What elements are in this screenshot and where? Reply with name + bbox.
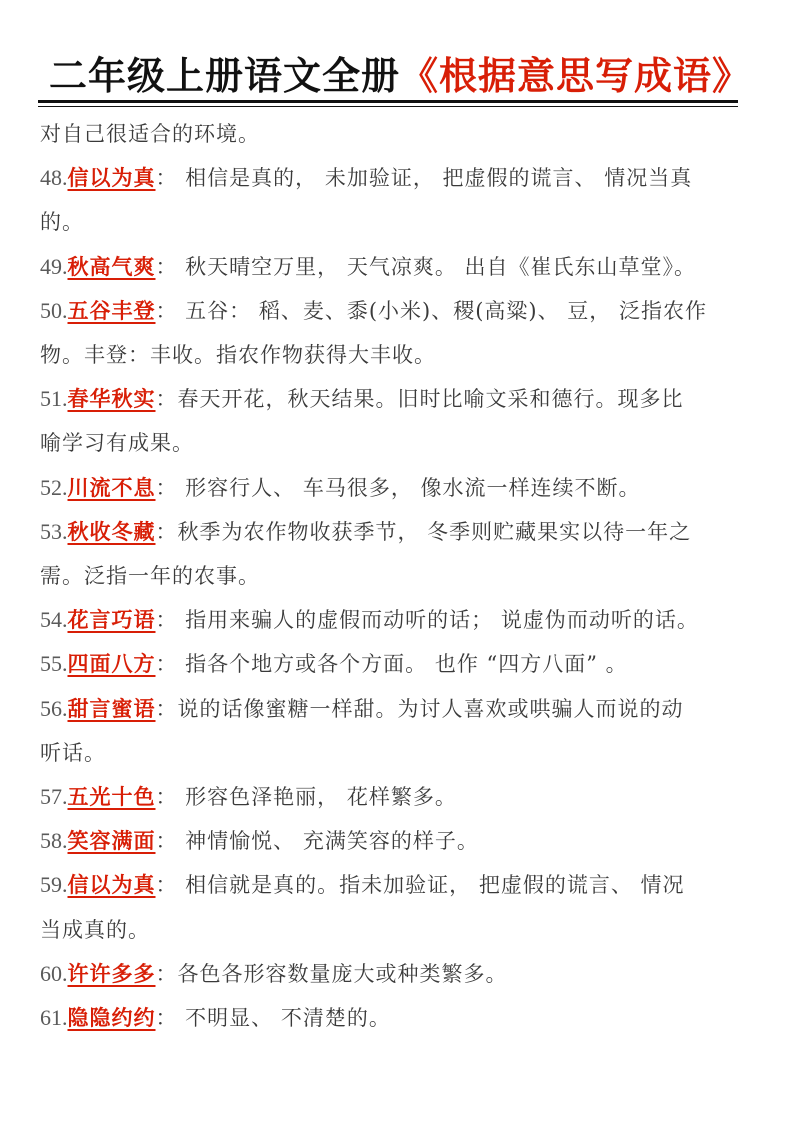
idiom-meaning: ： 神情愉悦、 充满笑容的样子。: [155, 829, 479, 854]
idiom-meaning: 当成真的。: [40, 917, 150, 942]
text-line: [40, 421, 765, 465]
idiom-meaning: ：春天开花，秋天结果。旧时比喻文采和德行。现多比: [155, 387, 684, 412]
idiom-term: 信以为真: [67, 872, 156, 898]
idiom-meaning: ：说的话像蜜糖一样甜。为讨人喜欢或哄骗人而说的动: [155, 696, 684, 721]
text-line: [40, 775, 765, 819]
text-line: [40, 952, 765, 996]
title-rule-thin: [38, 106, 738, 107]
item-number: 48.: [40, 165, 68, 191]
idiom-meaning: 喻学习有成果。: [40, 431, 194, 456]
idiom-meaning: ：秋季为农作物收获季节， 冬季则贮藏果实以待一年之: [155, 519, 692, 544]
item-number: 55.: [40, 651, 68, 677]
text-line: [40, 200, 765, 244]
idiom-meaning: ： 形容行人、 车马很多， 像水流一样连续不断。: [155, 475, 641, 500]
page-title: [0, 52, 800, 100]
text-line: [40, 598, 765, 642]
idiom-meaning: 的。: [40, 210, 84, 235]
idiom-meaning: 物。丰登：丰收。指农作物获得大丰收。: [40, 343, 436, 368]
idiom-term: 五谷丰登: [67, 297, 156, 323]
idiom-meaning: ： 相信是真的， 未加验证， 把虚假的谎言、 情况当真: [155, 166, 693, 191]
idiom-meaning: 听话。: [40, 740, 106, 765]
idiom-meaning: 对自己很适合的环境。: [40, 122, 260, 146]
text-line: [40, 996, 765, 1040]
text-line: [40, 554, 765, 598]
item-number: 57.: [40, 784, 68, 810]
idiom-meaning: ： 不明显、 不清楚的。: [155, 1006, 391, 1031]
text-line: [40, 333, 765, 377]
idiom-term: 秋收冬藏: [67, 518, 156, 544]
idiom-meaning: ： 指用来骗人的虚假而动听的话； 说虚伪而动听的话。: [155, 608, 699, 633]
idiom-meaning: ： 相信就是真的。指未加验证， 把虚假的谎言、 情况: [155, 873, 685, 898]
idiom-meaning: ： 指各个地方或各个方面。 也作 “四方八面” 。: [155, 652, 628, 677]
idiom-term: 秋高气爽: [67, 253, 156, 279]
text-line: [40, 731, 765, 775]
item-number: 49.: [40, 253, 68, 279]
item-number: 59.: [40, 872, 68, 898]
item-number: 61.: [40, 1005, 68, 1031]
title-rule-thick: [38, 100, 738, 103]
idiom-term: 信以为真: [67, 165, 156, 191]
text-line: [40, 819, 765, 863]
idiom-meaning: ： 秋天晴空万里， 天气凉爽。 出自《崔氏东山草堂》。: [155, 254, 697, 279]
item-number: 51.: [40, 386, 68, 412]
item-number: 54.: [40, 607, 68, 633]
item-number: 52.: [40, 474, 68, 500]
item-number: 58.: [40, 828, 68, 854]
text-line: [40, 466, 765, 510]
idiom-term: 四面八方: [67, 651, 156, 677]
idiom-meaning: 需。泛指一年的农事。: [40, 564, 260, 589]
text-line: [40, 245, 765, 289]
idiom-term: 隐隐约约: [67, 1005, 156, 1031]
idiom-term: 五光十色: [67, 784, 156, 810]
text-line: [40, 908, 765, 952]
item-number: 53.: [40, 518, 68, 544]
idiom-term: 笑容满面: [67, 828, 156, 854]
item-number: 56.: [40, 695, 68, 721]
item-number: 60.: [40, 960, 68, 986]
idiom-term: 甜言蜜语: [67, 695, 156, 721]
idiom-meaning: ： 形容色泽艳丽， 花样繁多。: [155, 785, 457, 810]
idiom-term: 川流不息: [67, 474, 156, 500]
text-line: [40, 510, 765, 554]
text-line: [40, 863, 765, 907]
idiom-list: [40, 112, 765, 1040]
idiom-term: 春华秋实: [67, 386, 156, 412]
text-line: [40, 377, 765, 421]
title-subtitle: 《根据意思写成语》: [400, 53, 752, 98]
text-line: [40, 289, 765, 333]
idiom-term: 花言巧语: [67, 607, 156, 633]
title-main: 二年级上册语文全册: [48, 53, 400, 98]
item-number: 50.: [40, 297, 68, 323]
text-line: [40, 156, 765, 200]
text-line: [40, 112, 765, 156]
text-line: [40, 642, 765, 686]
idiom-meaning: ： 五谷： 稻、麦、黍(小米)、稷(高粱)、 豆， 泛指农作: [155, 298, 707, 323]
idiom-term: 许许多多: [67, 960, 156, 986]
text-line: [40, 687, 765, 731]
idiom-meaning: ：各色各形容数量庞大或种类繁多。: [155, 961, 508, 986]
